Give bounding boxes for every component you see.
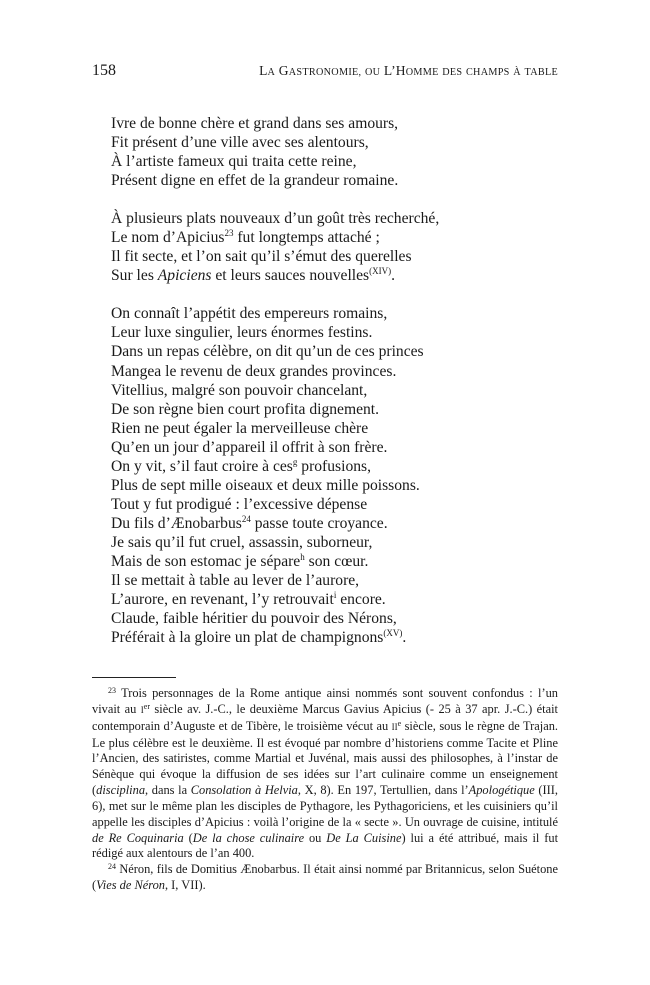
footnote-text: siècle av. J.-C., le deuxième Marcus Gavius Apicius (- 25 à 37 apr. J.-C.) était contemporain d’Auguste et de Tibère, le troisième vécut au xyxy=(92,701,558,733)
footnote-text: ( xyxy=(183,830,193,845)
verse-line: Claude, faible héritier du pouvoir des Nérons, xyxy=(111,610,397,628)
verse-line xyxy=(111,457,551,476)
footnote-24 xyxy=(92,862,558,894)
verse-text: Du fils d’Ænobarbus xyxy=(111,514,242,532)
verse-text: Préférait à la gloire un plat de champignons xyxy=(111,629,384,647)
ordinal-suffix: er xyxy=(143,701,150,711)
verse-line: Fit présent d’une ville avec ses alentours, xyxy=(111,134,369,152)
verse-line: On connaît l’appétit des empereurs romains, xyxy=(111,305,388,323)
footnote-text: , X, 8). En 197, Tertullien, dans l’ xyxy=(297,783,469,798)
verse-line: Mangea le revenu de deux grandes provinces. xyxy=(111,362,397,380)
verse-line xyxy=(111,514,551,533)
italic-term: Apiciens xyxy=(157,267,212,285)
variant-ref[interactable]: i xyxy=(333,590,337,601)
verse-line xyxy=(111,228,551,247)
footnote-text: siècle, sous le règne de Trajan. Le plus célèbre est le deuxième. Il est évoqué par nombre d’historiens comme Tacite et Pline l’Ancien, des satiristes, comme Martial et Juvénal, mais aussi des philosophes, à l’instar de Sénèque qui évoque la diffusion de ses idées sur l’art culinaire comme un enseignement ( xyxy=(92,718,558,798)
verse-text: profusions, xyxy=(297,457,372,475)
poem xyxy=(111,114,551,666)
verse-text: Le nom d’Apicius xyxy=(111,229,225,247)
page-header xyxy=(92,62,558,82)
verse-line xyxy=(111,628,551,647)
roman-numeral: II xyxy=(391,721,398,732)
verse-line: Il se mettait à table au lever de l’aurore, xyxy=(111,572,360,590)
endnote-ref[interactable]: (XV) xyxy=(383,628,403,639)
italic-title: de Re Coquinaria xyxy=(92,830,184,845)
footnote-text: ) lui a été attribué, mais il fut rédigé aux alentours de l’an 400. xyxy=(92,830,559,861)
footnote-text: (III, 6), met sur le même plan les disciples de Pythagore, les Pythagoriciens, et les cuisiniers qu’il appelle les disciples d’Apicius : voilà l’origine de la « secte ». Un ouvrage de cuisine, intitulé xyxy=(92,783,559,829)
italic-title: Apologétique xyxy=(468,783,535,798)
footnote-text: Néron, fils de Domitius Ænobarbus. Il était ainsi nommé par Britannicus, selon Suétone ( xyxy=(92,862,558,893)
verse-line: Vitellius, malgré son pouvoir chancelant, xyxy=(111,381,368,399)
verse-text: . xyxy=(402,629,407,647)
verse-text: encore. xyxy=(336,591,386,609)
variant-ref[interactable]: h xyxy=(300,551,305,562)
endnote-ref[interactable]: (XIV) xyxy=(369,266,392,277)
italic-title: De la chose culinaire xyxy=(192,830,305,845)
italic-term: disciplina xyxy=(96,783,146,798)
verse-line xyxy=(111,552,551,571)
stanza xyxy=(111,114,551,190)
footnote-text: , dans la xyxy=(145,783,191,798)
verse-line: Ivre de bonne chère et grand dans ses amours, xyxy=(111,115,399,132)
footnote-number: 24 xyxy=(108,862,116,872)
verse-text: son cœur. xyxy=(304,552,369,570)
footnote-separator xyxy=(92,677,176,678)
roman-numeral: I xyxy=(140,704,144,715)
verse-line xyxy=(111,590,551,609)
verse-line: Présent digne en effet de la grandeur romaine. xyxy=(111,172,399,190)
verse-text: et leurs sauces nouvelles xyxy=(211,267,370,285)
verse-line: Dans un repas célèbre, on dit qu’un de ces princes xyxy=(111,343,424,361)
verse-line: Rien ne peut égaler la merveilleuse chère xyxy=(111,419,369,437)
verse-text: L’aurore, en revenant, l’y retrouvait xyxy=(111,591,334,609)
verse-line: Plus de sept mille oiseaux et deux mille poissons. xyxy=(111,476,420,494)
footnote-text: Trois personnages de la Rome antique ainsi nommés sont souvent confondus : l’un vivait au xyxy=(92,686,558,716)
italic-title: Vies de Néron xyxy=(96,878,165,893)
verse-line: Qu’en un jour d’appareil il offrit à son frère. xyxy=(111,438,388,456)
page-number: 158 xyxy=(92,62,116,79)
footnotes xyxy=(92,686,558,894)
verse-text: . xyxy=(391,267,396,285)
footnote-ref[interactable]: 24 xyxy=(241,513,251,524)
footnote-number: 23 xyxy=(108,686,116,695)
verse-text: passe toute croyance. xyxy=(250,514,388,532)
verse-text: On y vit, s’il faut croire à ces xyxy=(111,457,293,475)
italic-title: Consolation à Helvia xyxy=(190,783,298,798)
running-title: LA GASTRONOMIE, OU L’HOMME DES CHAMPS À TABLE xyxy=(259,63,558,78)
ordinal-suffix: e xyxy=(397,718,402,728)
stanza xyxy=(111,304,551,647)
footnote-text: ou xyxy=(304,830,327,845)
verse-text: Mais de son estomac je sépare xyxy=(111,552,301,570)
footnote-text: , I, VII). xyxy=(164,878,206,893)
footnote-ref[interactable]: 23 xyxy=(224,228,234,239)
italic-title: De La Cuisine xyxy=(326,830,402,845)
verse-line: Je sais qu’il fut cruel, assassin, suborneur, xyxy=(111,533,373,551)
verse-line: À plusieurs plats nouveaux d’un goût très recherché, xyxy=(111,210,440,228)
verse-line: Leur luxe singulier, leurs énormes festins. xyxy=(111,324,373,342)
verse-line: Il fit secte, et l’on sait qu’il s’émut des querelles xyxy=(111,248,412,266)
verse-line: De son règne bien court profita dignement. xyxy=(111,400,380,418)
verse-line xyxy=(111,266,551,285)
stanza xyxy=(111,209,551,285)
verse-line: À l’artiste fameux qui traita cette reine, xyxy=(111,153,357,171)
verse-text: fut longtemps attaché ; xyxy=(233,229,380,247)
verse-line: Tout y fut prodigué : l’excessive dépense xyxy=(111,495,368,513)
footnote-23 xyxy=(92,686,558,862)
variant-ref[interactable]: g xyxy=(292,456,298,467)
verse-text: Sur les xyxy=(111,267,158,285)
